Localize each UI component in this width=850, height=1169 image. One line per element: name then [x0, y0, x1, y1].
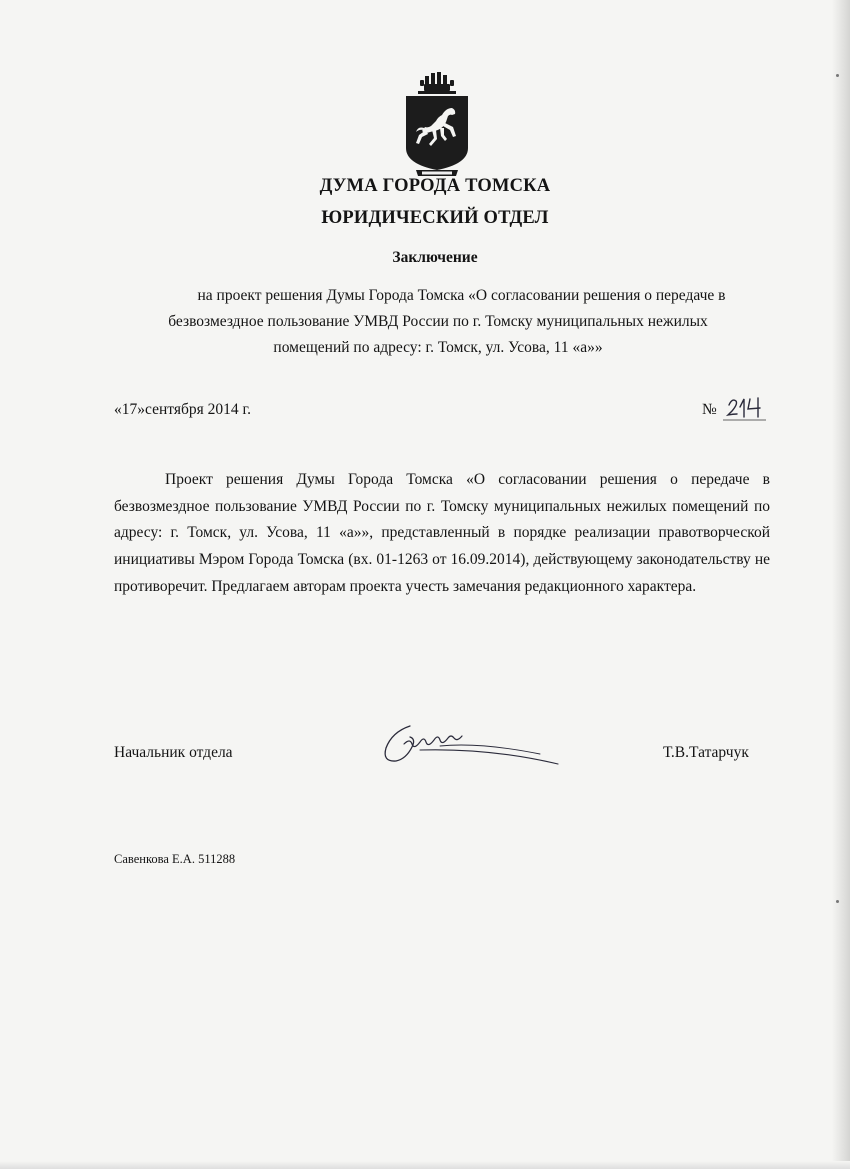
- tomsk-coat-of-arms-icon: [402, 70, 472, 178]
- subject-line: безвозмездное пользование УМВД России по г. Томску муниципальных нежилых: [168, 313, 708, 330]
- document-number-label: №: [702, 401, 717, 418]
- scan-speck: [836, 900, 839, 903]
- department-name: ЮРИДИЧЕСКИЙ ОТДЕЛ: [321, 208, 549, 228]
- organization-name: ДУМА ГОРОДА ТОМСКА: [319, 176, 551, 196]
- executor-contact: Савенкова Е.А. 511288: [114, 852, 236, 866]
- document-date: «17»сентября 2014 г.: [114, 401, 251, 418]
- subject-line: на проект решения Думы Города Томска «О согласовании решения о передаче в: [197, 287, 726, 304]
- document-number-handwritten: [720, 393, 768, 423]
- document-type: Заключение: [392, 249, 478, 266]
- handwritten-signature-icon: [380, 718, 560, 770]
- document-subject: [128, 283, 748, 361]
- document-body: Проект решения Думы Города Томска «О согласовании решения о передаче в безвозмездное пользование УМВД России по г. Томску муниципальных нежилых помещений по адресу: г. Томск, ул. Усова, 11 «а»», представленный в порядке реализации правотворческой инициативы Мэром Города Томска (вх. 01-1263 от 16.09.2014), действующему законодательству не противоречит. Предлагаем авторам проекта учесть замечания редакционного характера.: [114, 471, 770, 595]
- scan-edge-bottom: [0, 1161, 850, 1169]
- signer-name: Т.В.Татарчук: [663, 744, 749, 761]
- scan-speck: [836, 74, 839, 77]
- subject-line: помещений по адресу: г. Томск, ул. Усова, 11 «а»»: [273, 339, 603, 356]
- signer-position: Начальник отдела: [114, 744, 233, 761]
